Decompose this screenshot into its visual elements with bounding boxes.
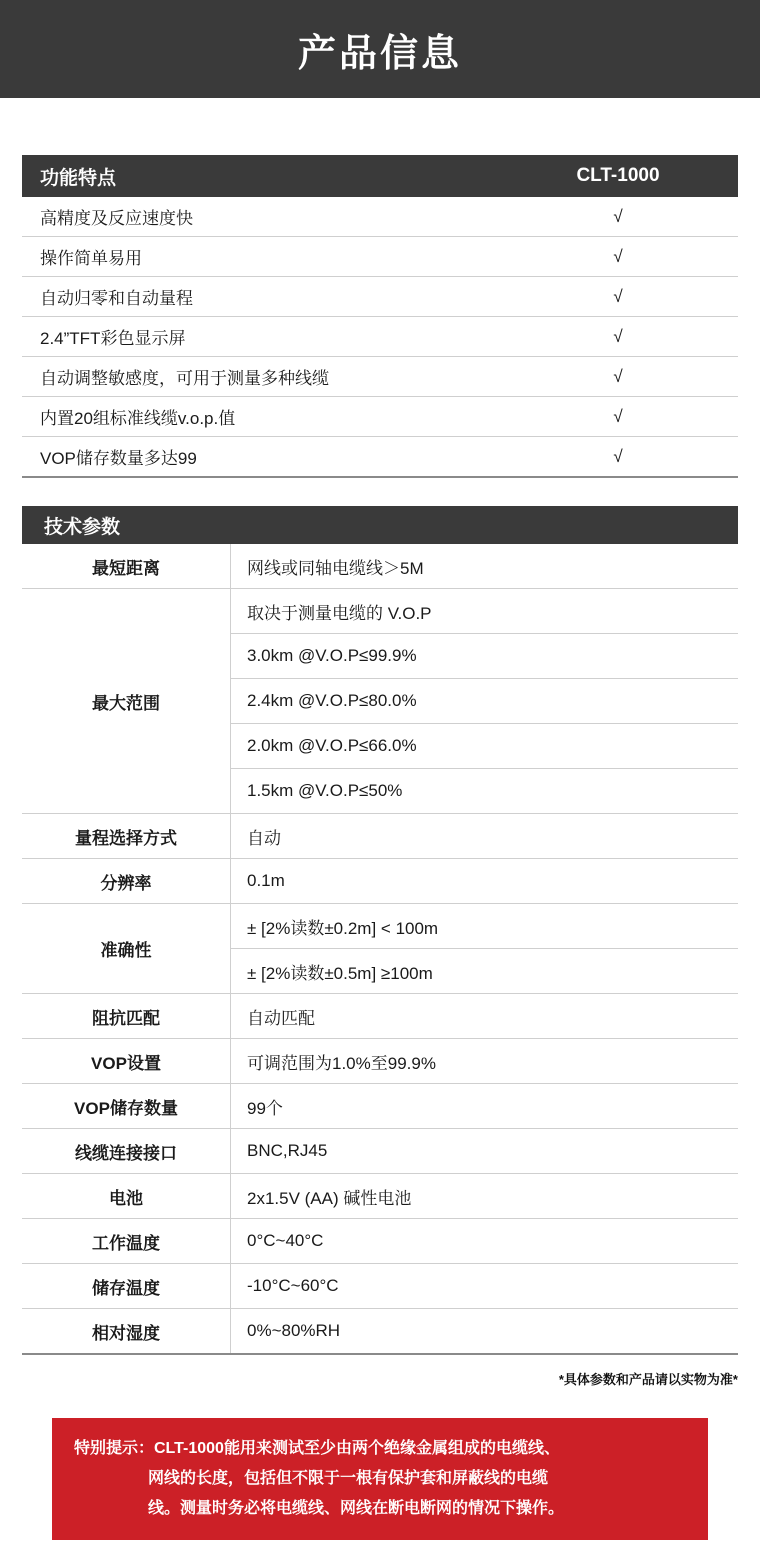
spec-label: 最大范围 — [22, 589, 231, 814]
feature-check-icon: √ — [510, 277, 738, 317]
page-title: 产品信息 — [297, 32, 462, 75]
spec-value: 取决于测量电缆的 V.O.P — [231, 589, 739, 634]
table-row — [22, 814, 738, 859]
feature-label: 内置20组标准线缆v.o.p.值 — [22, 397, 510, 437]
feature-label: 自动调整敏感度，可用于测量多种线缆 — [22, 357, 510, 397]
spec-section — [22, 506, 738, 1355]
table-row — [22, 277, 738, 317]
warning-line-2: 网线的长度，包括但不限于一根有保护套和屏蔽线的电缆 — [148, 1470, 549, 1487]
spec-label: 阻抗匹配 — [22, 994, 231, 1039]
table-row — [22, 1174, 738, 1219]
features-table — [22, 155, 738, 478]
spec-label: 分辨率 — [22, 859, 231, 904]
spec-value: -10°C~60°C — [231, 1264, 739, 1309]
feature-check-icon: √ — [510, 357, 738, 397]
spec-label: 工作温度 — [22, 1219, 231, 1264]
spec-value: 网线或同轴电缆线＞5M — [231, 544, 739, 589]
feature-label: 2.4”TFT彩色显示屏 — [22, 317, 510, 357]
spec-value: 0%~80%RH — [231, 1309, 739, 1355]
feature-check-icon: √ — [510, 237, 738, 277]
table-row — [22, 237, 738, 277]
spec-value: 0°C~40°C — [231, 1219, 739, 1264]
features-table-head — [22, 155, 738, 197]
disclaimer-note: *具体参数和产品请以实物为准* — [558, 1372, 738, 1387]
features-table-body — [22, 197, 738, 477]
feature-check-icon: √ — [510, 437, 738, 478]
warning-banner — [52, 1418, 708, 1540]
spec-value: 自动 — [231, 814, 739, 859]
spec-label: 储存温度 — [22, 1264, 231, 1309]
spec-value: 2.0km @V.O.P≤66.0% — [231, 724, 739, 769]
page-header — [0, 0, 760, 98]
table-row — [22, 859, 738, 904]
feature-label: 自动归零和自动量程 — [22, 277, 510, 317]
table-row — [22, 317, 738, 357]
table-row — [22, 1264, 738, 1309]
spec-value: 2.4km @V.O.P≤80.0% — [231, 679, 739, 724]
page-content — [0, 155, 760, 1388]
feature-label: 高精度及反应速度快 — [22, 197, 510, 237]
spec-value: BNC,RJ45 — [231, 1129, 739, 1174]
spec-value: ± [2%读数±0.2m] < 100m — [231, 904, 739, 949]
table-row — [22, 357, 738, 397]
feature-check-icon: √ — [510, 197, 738, 237]
spec-value: 1.5km @V.O.P≤50% — [231, 769, 739, 814]
spec-value: 2x1.5V (AA) 碱性电池 — [231, 1174, 739, 1219]
table-row — [22, 397, 738, 437]
spec-table — [22, 544, 738, 1355]
table-row — [22, 589, 738, 634]
feature-check-icon: √ — [510, 317, 738, 357]
table-row — [22, 904, 738, 949]
feature-check-icon: √ — [510, 397, 738, 437]
table-row — [22, 994, 738, 1039]
table-row — [22, 544, 738, 589]
spec-label: 相对湿度 — [22, 1309, 231, 1355]
spec-label: 量程选择方式 — [22, 814, 231, 859]
table-row — [22, 1129, 738, 1174]
spec-label: 线缆连接接口 — [22, 1129, 231, 1174]
table-row — [22, 437, 738, 478]
spec-table-body — [22, 544, 738, 1354]
feature-label: VOP储存数量多达99 — [22, 437, 510, 478]
spec-value: 3.0km @V.O.P≤99.9% — [231, 634, 739, 679]
feature-label: 操作简单易用 — [22, 237, 510, 277]
features-header-row — [22, 155, 738, 197]
features-col-model: CLT-1000 — [510, 155, 738, 197]
spec-value: ± [2%读数±0.5m] ≥100m — [231, 949, 739, 994]
warning-line-3: 线。测量时务必将电缆线、网线在断电断网的情况下操作。 — [148, 1500, 565, 1517]
table-row — [22, 1219, 738, 1264]
spec-label: 电池 — [22, 1174, 231, 1219]
spec-value: 可调范围为1.0%至99.9% — [231, 1039, 739, 1084]
table-row — [22, 197, 738, 237]
spec-title: 技术参数 — [22, 506, 738, 544]
spec-value: 99个 — [231, 1084, 739, 1129]
spec-value: 0.1m — [231, 859, 739, 904]
table-row — [22, 1084, 738, 1129]
table-row — [22, 1309, 738, 1355]
spec-label: VOP储存数量 — [22, 1084, 231, 1129]
spec-label: 最短距离 — [22, 544, 231, 589]
warning-line-1: 特别提示：CLT-1000能用来测试至少由两个绝缘金属组成的电缆线、 — [74, 1440, 560, 1457]
spec-label: 准确性 — [22, 904, 231, 994]
spec-label: VOP设置 — [22, 1039, 231, 1084]
features-col-feature: 功能特点 — [22, 155, 510, 197]
spec-value: 自动匹配 — [231, 994, 739, 1039]
table-row — [22, 1039, 738, 1084]
